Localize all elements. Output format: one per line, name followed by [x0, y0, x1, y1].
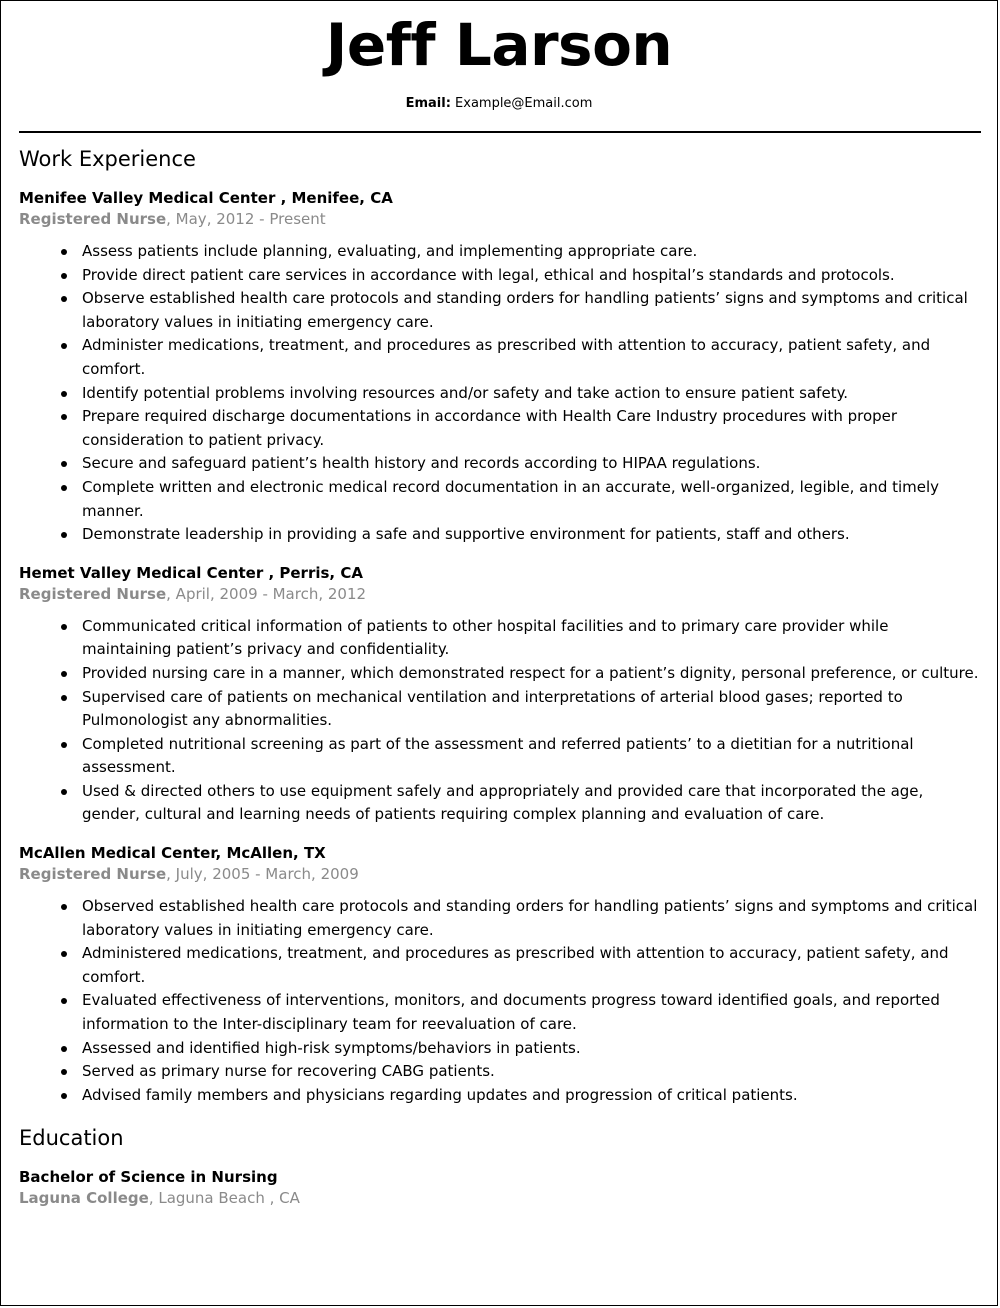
list-item [19, 942, 981, 989]
responsibility-text: Communicated critical information of patients to other hospital facilities and to primary care provider while maintaining patient’s privacy and confidentiality. [82, 616, 889, 659]
candidate-name: Jeff Larson [325, 11, 673, 79]
list-item [19, 452, 981, 476]
list-item [19, 382, 981, 406]
job-list [19, 188, 981, 1107]
list-item [19, 1037, 981, 1061]
bullet-icon [61, 273, 67, 279]
job-dates: , May, 2012 - Present [166, 210, 326, 228]
responsibility-text: Administer medications, treatment, and procedures as prescribed with attention to accuracy, patient safety, and comfort. [82, 336, 931, 378]
responsibility-text: Administered medications, treatment, and procedures as prescribed with attention to accuracy, patient safety, and comfort. [82, 944, 949, 986]
responsibility-text: Completed nutritional screening as part of the assessment and referred patients’ to a dietitian for a nutritional assessment. [82, 734, 914, 777]
bullet-icon [61, 1093, 67, 1099]
list-item [19, 405, 981, 452]
bullet-icon [61, 624, 67, 630]
responsibility-text: Demonstrate leadership in providing a safe and supportive environment for patients, staff and others. [82, 525, 850, 544]
role-line [19, 864, 981, 884]
list-item [19, 476, 981, 523]
bullet-icon [61, 1069, 67, 1075]
job-title: Registered Nurse [19, 210, 167, 228]
responsibility-list [19, 615, 981, 827]
school-name: Laguna College [19, 1189, 149, 1208]
responsibility-text: Provided nursing care in a manner, which demonstrated respect for a patient’s dignity, personal preference, or culture. [82, 663, 979, 682]
bullet-icon [61, 789, 67, 795]
list-item [19, 334, 981, 381]
bullet-icon [61, 671, 67, 677]
job-dates: , July, 2005 - March, 2009 [166, 865, 359, 884]
list-item [19, 686, 981, 733]
bullet-icon [61, 296, 67, 302]
job-entry [19, 563, 981, 827]
email-value: Example@Email.com [455, 96, 593, 111]
bullet-icon [61, 461, 67, 467]
education-entry [19, 1167, 981, 1208]
employer-name: McAllen Medical Center, McAllen, TX [19, 844, 326, 863]
list-item [19, 662, 981, 686]
responsibility-text: Secure and safeguard patient’s health history and records according to HIPAA regulations. [82, 454, 761, 473]
header-divider [19, 131, 981, 133]
employer-name: Hemet Valley Medical Center , Perris, CA [19, 563, 363, 582]
bullet-icon [61, 695, 67, 701]
school-location: , Laguna Beach , CA [148, 1189, 300, 1208]
responsibility-text: Evaluated effectiveness of interventions, monitors, and documents progress toward identified goals, and reported information to the Inter-disciplinary team for reevaluation of care. [82, 991, 940, 1034]
bullet-icon [61, 343, 67, 349]
responsibility-text: Complete written and electronic medical record documentation in an accurate, well-organized, legible, and timely manner. [82, 477, 940, 520]
responsibility-text: Served as primary nurse for recovering CABG patients. [82, 1062, 495, 1081]
job-entry [19, 843, 981, 1107]
responsibility-text: Assess patients include planning, evaluating, and implementing appropriate care. [82, 242, 698, 260]
list-item [19, 1084, 981, 1108]
job-entry [19, 188, 981, 547]
bullet-icon [61, 414, 67, 420]
responsibility-list [19, 240, 981, 547]
role-line [19, 584, 981, 604]
list-item [19, 989, 981, 1036]
email-label: Email: [405, 96, 451, 111]
list-item [19, 240, 981, 264]
responsibility-list [19, 895, 981, 1107]
responsibility-text: Provide direct patient care services in accordance with legal, ethical and hospital’s standards and protocols. [82, 265, 895, 284]
responsibility-text: Used & directed others to use equipment safely and appropriately and provided care that incorporated the age, gender, cultural and learning needs of patients requiring complex planning and evaluation of care. [82, 781, 924, 824]
responsibility-text: Assessed and identified high-risk symptoms/behaviors in patients. [82, 1038, 581, 1057]
list-item [19, 780, 981, 827]
responsibility-text: Prepare required discharge documentations in accordance with Health Care Industry procedures with proper consideration to patient privacy. [82, 407, 898, 449]
responsibility-text: Observe established health care protocols and standing orders for handling patients’ signs and symptoms and critical laboratory values in initiating emergency care. [82, 289, 968, 331]
job-title: Registered Nurse [19, 584, 167, 603]
list-item [19, 895, 981, 942]
list-item [19, 1060, 981, 1084]
list-item [19, 287, 981, 334]
bullet-icon [61, 904, 67, 910]
education-heading: Education [19, 1126, 124, 1151]
responsibility-text: Observed established health care protocols and standing orders for handling patients’ signs and symptoms and critical laboratory values in initiating emergency care. [82, 897, 978, 939]
bullet-icon [61, 532, 67, 538]
list-item [19, 264, 981, 288]
job-dates: , April, 2009 - March, 2012 [166, 584, 367, 603]
bullet-icon [61, 951, 67, 957]
bullet-icon [61, 391, 67, 397]
bullet-icon [61, 742, 67, 748]
employer-name: Menifee Valley Medical Center , Menifee, CA [19, 189, 393, 207]
bullet-icon [61, 998, 67, 1004]
list-item [19, 733, 981, 780]
bullet-icon [61, 249, 67, 255]
bullet-icon [61, 1046, 67, 1052]
list-item [19, 523, 981, 547]
responsibility-text: Advised family members and physicians regarding updates and progression of critical patients. [82, 1085, 798, 1104]
school-line [19, 1188, 981, 1208]
work-experience-heading: Work Experience [19, 147, 196, 171]
resume-body [19, 144, 981, 1208]
contact-line [1, 95, 997, 113]
responsibility-text: Identify potential problems involving resources and/or safety and take action to ensure patient safety. [82, 383, 849, 402]
job-title: Registered Nurse [19, 865, 167, 884]
bullet-icon [61, 485, 67, 491]
responsibility-text: Supervised care of patients on mechanical ventilation and interpretations of arterial blood gases; reported to Pulmonologist any abnormalities. [82, 687, 903, 730]
degree: Bachelor of Science in Nursing [19, 1168, 278, 1187]
role-line [19, 209, 981, 229]
list-item [19, 615, 981, 662]
